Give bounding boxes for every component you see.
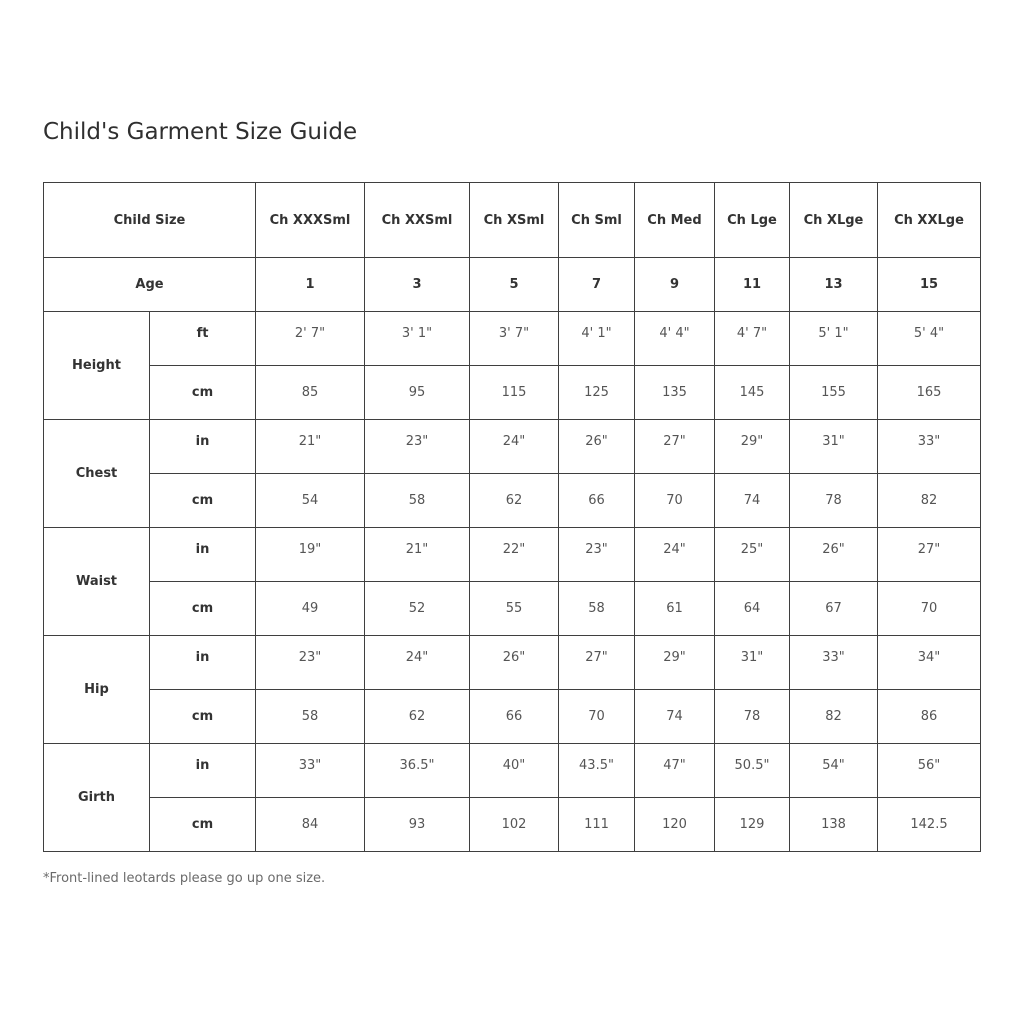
value-cell: 4' 7": [715, 312, 790, 366]
size-header-cell: Ch XXLge: [878, 183, 981, 258]
age-row: [44, 258, 981, 312]
value-cell: 78: [715, 690, 790, 744]
value-cell: 86: [878, 690, 981, 744]
value-cell: 70: [635, 474, 715, 528]
value-cell: 23": [559, 528, 635, 582]
value-cell: 49: [256, 582, 365, 636]
size-guide-table: [43, 182, 981, 852]
waist-in-row: [44, 528, 981, 582]
size-header-cell: Ch XXSml: [365, 183, 470, 258]
group-label-girth: Girth: [44, 744, 150, 852]
value-cell: 24": [470, 420, 559, 474]
hip-in-row: [44, 636, 981, 690]
value-cell: 84: [256, 798, 365, 852]
value-cell: 47": [635, 744, 715, 798]
unit-label: in: [150, 744, 256, 798]
value-cell: 129: [715, 798, 790, 852]
footnote: *Front-lined leotards please go up one size.: [43, 871, 326, 886]
value-cell: 5' 4": [878, 312, 981, 366]
value-cell: 58: [559, 582, 635, 636]
age-cell: 7: [559, 258, 635, 312]
value-cell: 26": [559, 420, 635, 474]
value-cell: 36.5": [365, 744, 470, 798]
age-cell: 3: [365, 258, 470, 312]
value-cell: 54: [256, 474, 365, 528]
value-cell: 4' 1": [559, 312, 635, 366]
value-cell: 24": [635, 528, 715, 582]
group-label-waist: Waist: [44, 528, 150, 636]
value-cell: 102: [470, 798, 559, 852]
value-cell: 27": [635, 420, 715, 474]
value-cell: 66: [470, 690, 559, 744]
value-cell: 33": [878, 420, 981, 474]
size-header-cell: Ch XXXSml: [256, 183, 365, 258]
value-cell: 23": [365, 420, 470, 474]
size-header-row: [44, 183, 981, 258]
value-cell: 67: [790, 582, 878, 636]
value-cell: 2' 7": [256, 312, 365, 366]
value-cell: 26": [470, 636, 559, 690]
value-cell: 33": [790, 636, 878, 690]
value-cell: 27": [878, 528, 981, 582]
value-cell: 52: [365, 582, 470, 636]
value-cell: 155: [790, 366, 878, 420]
waist-cm-row: [44, 582, 981, 636]
value-cell: 82: [878, 474, 981, 528]
value-cell: 40": [470, 744, 559, 798]
age-cell: 11: [715, 258, 790, 312]
value-cell: 85: [256, 366, 365, 420]
value-cell: 115: [470, 366, 559, 420]
unit-label: cm: [150, 474, 256, 528]
child-size-label: Child Size: [44, 183, 256, 258]
age-cell: 15: [878, 258, 981, 312]
value-cell: 58: [256, 690, 365, 744]
value-cell: 95: [365, 366, 470, 420]
value-cell: 3' 1": [365, 312, 470, 366]
value-cell: 125: [559, 366, 635, 420]
value-cell: 70: [878, 582, 981, 636]
value-cell: 74: [635, 690, 715, 744]
value-cell: 62: [365, 690, 470, 744]
size-header-cell: Ch Lge: [715, 183, 790, 258]
page-title: Child's Garment Size Guide: [43, 119, 358, 145]
value-cell: 82: [790, 690, 878, 744]
value-cell: 24": [365, 636, 470, 690]
value-cell: 93: [365, 798, 470, 852]
unit-label: ft: [150, 312, 256, 366]
value-cell: 120: [635, 798, 715, 852]
value-cell: 64: [715, 582, 790, 636]
value-cell: 50.5": [715, 744, 790, 798]
age-cell: 9: [635, 258, 715, 312]
value-cell: 145: [715, 366, 790, 420]
value-cell: 78: [790, 474, 878, 528]
unit-label: cm: [150, 798, 256, 852]
value-cell: 70: [559, 690, 635, 744]
value-cell: 21": [256, 420, 365, 474]
value-cell: 23": [256, 636, 365, 690]
value-cell: 27": [559, 636, 635, 690]
value-cell: 165: [878, 366, 981, 420]
value-cell: 66: [559, 474, 635, 528]
value-cell: 29": [715, 420, 790, 474]
value-cell: 33": [256, 744, 365, 798]
height-ft-row: [44, 312, 981, 366]
chest-in-row: [44, 420, 981, 474]
value-cell: 111: [559, 798, 635, 852]
unit-label: cm: [150, 690, 256, 744]
group-label-chest: Chest: [44, 420, 150, 528]
group-label-hip: Hip: [44, 636, 150, 744]
value-cell: 43.5": [559, 744, 635, 798]
unit-label: in: [150, 420, 256, 474]
value-cell: 135: [635, 366, 715, 420]
value-cell: 31": [790, 420, 878, 474]
value-cell: 19": [256, 528, 365, 582]
value-cell: 21": [365, 528, 470, 582]
unit-label: in: [150, 528, 256, 582]
size-header-cell: Ch XLge: [790, 183, 878, 258]
value-cell: 74: [715, 474, 790, 528]
value-cell: 22": [470, 528, 559, 582]
value-cell: 138: [790, 798, 878, 852]
age-cell: 5: [470, 258, 559, 312]
girth-cm-row: [44, 798, 981, 852]
value-cell: 34": [878, 636, 981, 690]
value-cell: 142.5: [878, 798, 981, 852]
value-cell: 62: [470, 474, 559, 528]
unit-label: cm: [150, 366, 256, 420]
group-label-height: Height: [44, 312, 150, 420]
value-cell: 5' 1": [790, 312, 878, 366]
value-cell: 61: [635, 582, 715, 636]
unit-label: cm: [150, 582, 256, 636]
age-label: Age: [44, 258, 256, 312]
value-cell: 25": [715, 528, 790, 582]
girth-in-row: [44, 744, 981, 798]
hip-cm-row: [44, 690, 981, 744]
height-cm-row: [44, 366, 981, 420]
value-cell: 31": [715, 636, 790, 690]
size-header-cell: Ch XSml: [470, 183, 559, 258]
size-header-cell: Ch Med: [635, 183, 715, 258]
value-cell: 4' 4": [635, 312, 715, 366]
value-cell: 26": [790, 528, 878, 582]
chest-cm-row: [44, 474, 981, 528]
value-cell: 29": [635, 636, 715, 690]
value-cell: 3' 7": [470, 312, 559, 366]
age-cell: 1: [256, 258, 365, 312]
value-cell: 56": [878, 744, 981, 798]
unit-label: in: [150, 636, 256, 690]
value-cell: 58: [365, 474, 470, 528]
value-cell: 55: [470, 582, 559, 636]
value-cell: 54": [790, 744, 878, 798]
age-cell: 13: [790, 258, 878, 312]
size-header-cell: Ch Sml: [559, 183, 635, 258]
